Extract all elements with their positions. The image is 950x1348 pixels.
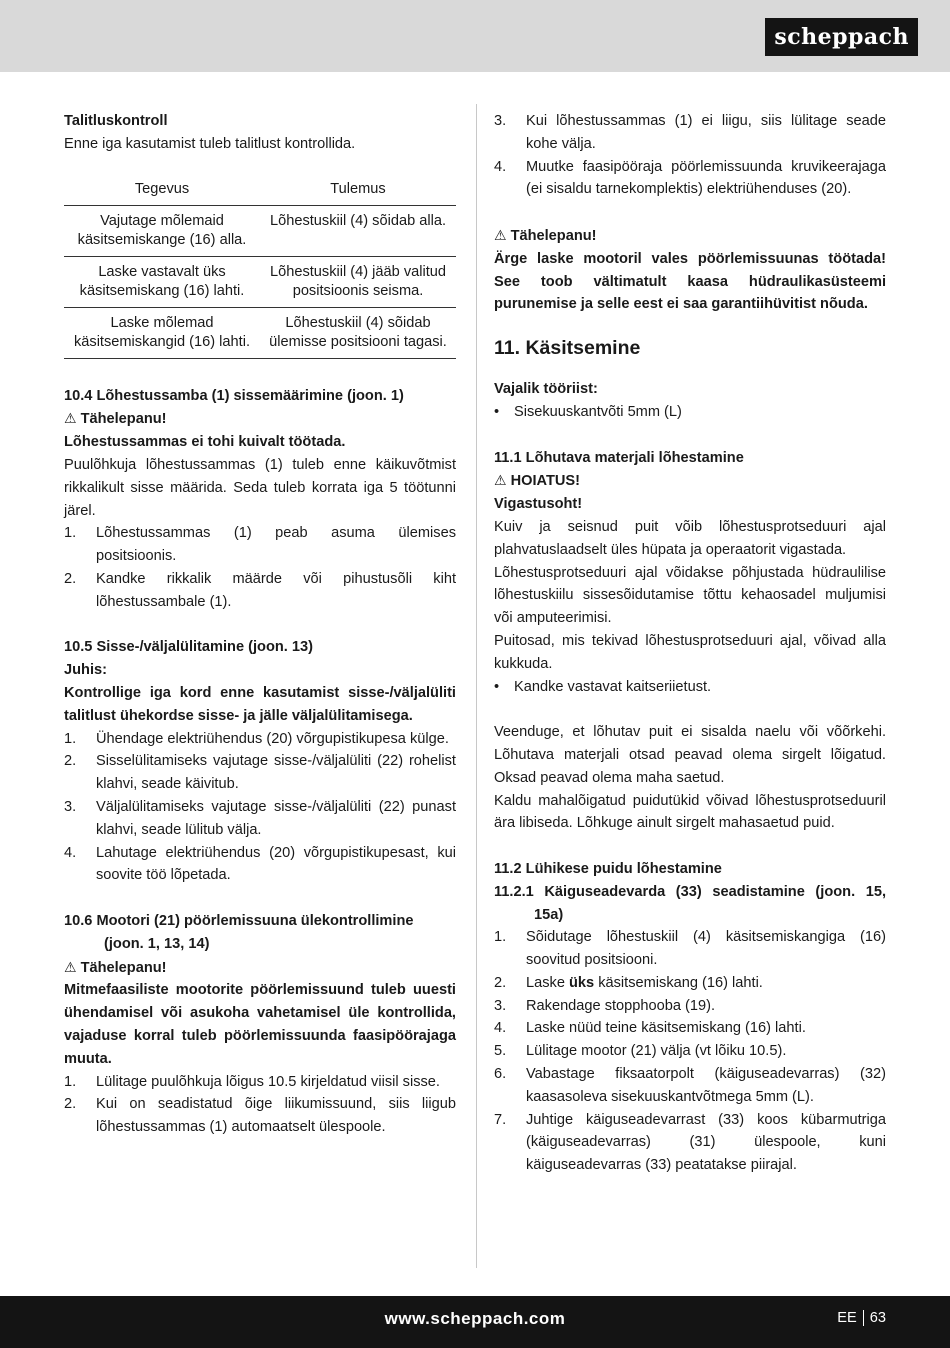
column-divider [476, 104, 477, 1268]
list-item [494, 401, 886, 424]
left-column [64, 110, 456, 1139]
table-cell: Lõhestuskiil (4) sõidab alla. [260, 205, 456, 256]
list-number: 3. [494, 113, 507, 129]
warning-line [494, 224, 886, 248]
scheppach-logo: scheppach [765, 18, 918, 56]
list-item [64, 842, 456, 888]
language-code: EE [837, 1310, 857, 1326]
list-number: 1. [64, 1073, 77, 1090]
list-text-emphasis: üks [569, 974, 595, 991]
warning-line [494, 469, 886, 493]
list-item [64, 522, 456, 568]
tools-label: Vajalik tööriist: [494, 381, 598, 398]
list-item [494, 1040, 886, 1063]
warning-triangle-icon: ⚠ [494, 472, 507, 489]
warning-line [64, 956, 456, 980]
list-number: 7. [494, 1111, 507, 1128]
list-item [64, 728, 456, 751]
list-item [494, 1109, 886, 1177]
list-text-part: Laske [526, 974, 569, 991]
list-number: 4. [494, 1020, 507, 1037]
danger-label: Vigastusoht! [494, 496, 583, 513]
list-item [494, 110, 886, 156]
list-number: 1. [494, 929, 507, 946]
table-header: Tegevus [64, 174, 260, 206]
section-10-6-heading: 10.6 Mootori (21) pöörlemissuuna ülekontrollimine (joon. 1, 13, 14) [64, 912, 414, 952]
list-text: Sõidutage lõhestuskiil (4) käsitsemiskangiga (16) soovitud positsiooni. [526, 929, 886, 969]
list-item [64, 1071, 456, 1094]
website-link[interactable]: www.scheppach.com [384, 1309, 566, 1328]
list-text: Kandke rikkalik määrde või pihustusõli kiht lõhestussambale (1). [96, 570, 456, 610]
list-text: Kandke vastavat kaitseriietust. [514, 678, 712, 695]
section-11-2-1-heading: 11.2.1 Käiguseadevarda (33) seadistamine (joon. 15, 15a) [494, 883, 886, 923]
warning-label: Tähelepanu! [80, 411, 167, 428]
bullet-icon: • [494, 403, 500, 420]
section-11-heading: 11. Käsitsemine [494, 337, 641, 360]
list-number: 6. [494, 1066, 507, 1083]
warning-text: Ärge laske mootoril vales pöörlemissuunas töötada! See toob vältimatult kaasa hüdraulikasüsteemi purunemise ja selle eest ei saa garantiihüvitist nõuda. [494, 250, 886, 313]
section-11-2-heading: 11.2 Lühikese puidu lõhestamine [494, 860, 722, 877]
section-10-5-heading: 10.5 Sisse-/väljalülitamine (joon. 13) [64, 639, 313, 656]
list-number: 2. [64, 1096, 77, 1113]
list-text: Laske nüüd teine käsitsemiskang (16) lahti. [526, 1020, 806, 1037]
talitlus-title: Talitluskontroll [64, 113, 168, 129]
list-text: Rakendage stopphooba (19). [526, 997, 716, 1014]
list-number: 2. [64, 570, 77, 587]
list-number: 3. [494, 997, 507, 1014]
list-text: Ühendage elektriühendus (20) võrgupistikupesa külge. [96, 730, 449, 747]
list-text: Lõhestussammas (1) peab asuma ülemises positsioonis. [96, 525, 456, 565]
bullet-icon: • [494, 678, 500, 695]
table-header: Tulemus [260, 174, 456, 206]
list-number: 1. [64, 730, 77, 747]
table-cell: Laske mõlemad käsitsemiskangid (16) lahti. [64, 307, 260, 358]
paragraph: Kuiv ja seisnud puit võib lõhestusprotseduuri ajal plahvatuslaadselt üles hüpata ja operaatorit vigastada. [494, 518, 886, 558]
list-text-part: käsitsemiskang (16) lahti. [594, 974, 763, 991]
list-text: Väljalülitamiseks vajutage sisse-/väljalüliti (22) punast klahvi, seade lülitub välja. [96, 798, 456, 838]
list-number: 2. [494, 974, 507, 991]
list-number: 2. [64, 753, 77, 770]
list-item [64, 568, 456, 614]
talitlus-intro: Enne iga kasutamist tuleb talitlust kontrollida. [64, 135, 356, 152]
table-cell: Lõhestuskiil (4) sõidab ülemisse positsiooni tagasi. [260, 307, 456, 358]
list-item [494, 1017, 886, 1040]
list-item [64, 1093, 456, 1139]
warning-text: Mitmefaasiliste mootorite pöörlemissuund tuleb uuesti ühendamisel või asukoha vahetamisel üle kontrollida, vajaduse korral tuleb pöörlemissuunda faasipöörajaga muuta. [64, 982, 456, 1067]
page-indicator [837, 1310, 886, 1326]
table-row [64, 205, 456, 256]
warning-label: Tähelepanu! [510, 227, 597, 244]
list-text: Sisekuuskantvõti 5mm (L) [514, 403, 682, 420]
separator [863, 1310, 864, 1326]
list-text: Sisselülitamiseks vajutage sisse-/väljalüliti (22) rohelist klahvi, seade käivitub. [96, 753, 456, 793]
list-item [494, 156, 886, 202]
table-cell: Laske vastavalt üks käsitsemiskang (16) lahti. [64, 256, 260, 307]
list-item [64, 750, 456, 796]
paragraph: Puitosad, mis tekivad lõhestusprotseduuri ajal, võivad alla kukkuda. [494, 632, 886, 672]
list-text: Kui lõhestussammas (1) ei liigu, siis lülitage seade kohe välja. [526, 113, 886, 152]
list-text: Lülitage puulõhkuja lõigus 10.5 kirjeldatud viisil sisse. [96, 1073, 440, 1090]
warning-triangle-icon: ⚠ [64, 958, 77, 975]
list-number: 4. [494, 158, 507, 175]
section-11-1-heading: 11.1 Lõhutava materjali lõhestamine [494, 449, 744, 466]
warning-label: Tähelepanu! [80, 959, 167, 976]
list-text: Lülitage mootor (21) välja (vt lõiku 10.5). [526, 1043, 787, 1060]
table-row [64, 256, 456, 307]
page-number: 63 [869, 1310, 886, 1326]
paragraph: Lõhestusprotseduuri ajal võidakse põhjustada hüdraulilise lõhestuskiilu sissesõidutamise tõttu kehaosadel muljumisi või amputeerimisi. [494, 564, 886, 627]
list-item [494, 1063, 886, 1109]
list-item [494, 926, 886, 972]
function-check-table [64, 174, 456, 359]
note-label: Juhis: [64, 662, 107, 679]
header-bar [0, 0, 950, 72]
table-cell: Vajutage mõlemaid käsitsemiskange (16) alla. [64, 205, 260, 256]
warning-triangle-icon: ⚠ [64, 410, 77, 427]
paragraph: Kaldu mahalõigatud puidutükid võivad lõhestusprotseduuril ära libiseda. Lõhkuge ainult sirgelt mahasaetud puid. [494, 792, 886, 832]
warning-line [64, 407, 456, 431]
list-text: Muutke faasipööraja pöörlemissuunda kruvikeerajaga (ei sisaldu tarnekomplektis) elektriühenduses (20). [526, 158, 886, 198]
note-text: Kontrollige iga kord enne kasutamist sisse-/väljalüliti talitlust ühekordse sisse- ja jälle väljalülitamisega. [64, 684, 456, 724]
list-text: Vabastage fiksaatorpolt (käiguseadevarras) (32) kaasasoleva sisekuuskantvõtmega 5mm (L). [526, 1066, 886, 1105]
list-number: 4. [64, 844, 77, 861]
warning-label: HOIATUS! [510, 473, 581, 490]
table-header-row [64, 174, 456, 206]
list-text: Juhtige käiguseadevarrast (33) koos kübarmutriga (käiguseadevarras) (31) ülespoole, kuni käiguseadevarras (33) peatatakse piirajal. [526, 1111, 886, 1174]
footer-bar [0, 1296, 950, 1348]
list-item [64, 796, 456, 842]
paragraph: Puulõhkuja lõhestussammas (1) tuleb enne käikuvõtmist rikkalikult sisse määrida. Seda tuleb korrata iga 5 töötunni järel. [64, 456, 456, 519]
table-row [64, 307, 456, 358]
list-number: 5. [494, 1043, 507, 1060]
list-text: Lahutage elektriühendus (20) võrgupistikupesast, kui soovite töö lõpetada. [96, 844, 456, 884]
list-number: 1. [64, 525, 77, 542]
warning-text: Lõhestussammas ei tohi kuivalt töötada. [64, 434, 346, 451]
list-text: Kui on seadistatud õige liikumissuund, siis liigub lõhestussammas (1) automaatselt ülespoole. [96, 1096, 456, 1136]
list-text [526, 972, 886, 995]
list-item [494, 676, 886, 699]
right-column [494, 110, 886, 1177]
list-item [494, 972, 886, 995]
section-10-4-heading: 10.4 Lõhestussamba (1) sissemäärimine (joon. 1) [64, 387, 404, 404]
paragraph: Veenduge, et lõhutav puit ei sisalda naelu või võõrkehi. Lõhutava materjali otsad peavad olema sirgelt lõigatud. Oksad peavad olema maha saetud. [494, 724, 886, 786]
list-item [494, 995, 886, 1018]
table-cell: Lõhestuskiil (4) jääb valitud positsioonis seisma. [260, 256, 456, 307]
warning-triangle-icon: ⚠ [494, 226, 507, 243]
list-number: 3. [64, 798, 77, 815]
